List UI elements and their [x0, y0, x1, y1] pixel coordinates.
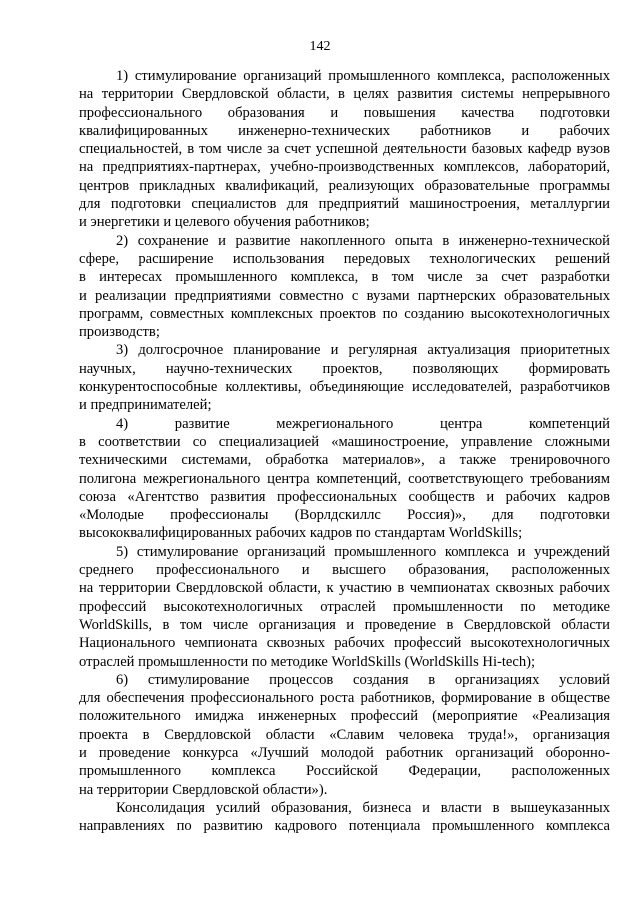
text-line: союза «Агентство развития профессиональных сообществ и рабочих кадров [79, 488, 610, 505]
text-line: Национального чемпионата сквозных рабочих профессий высокотехнологичных [79, 635, 610, 652]
text-line: направлениях по развитию кадрового потенциала промышленного комплекса [79, 818, 610, 835]
text-line: в интересах промышленного комплекса, в том числе за счет разработки [79, 269, 610, 286]
text-line: профессионального образования и повышения качества подготовки [79, 104, 610, 121]
text-line: отраслей промышленности по методике WorldSkills (WorldSkills Hi-tech); [79, 653, 536, 670]
body-text [79, 67, 610, 835]
text-line: производств; [79, 324, 160, 341]
text-line: «Молодые профессионалы (Ворлдскиллс Россия)», для подготовки [79, 507, 610, 524]
text-line: и энергетики и целевого обучения работников; [79, 214, 370, 231]
text-line: центров прикладных квалификаций, реализующих образовательные программы [79, 177, 610, 194]
text-line: на предприятиях-партнерах, учебно-производственных комплексов, лабораторий, [79, 159, 610, 176]
text-line: 2) сохранение и развитие накопленного опыта в инженерно-технической [116, 232, 610, 249]
text-line: для обеспечения профессионального роста работников, формирование в обществе [79, 690, 610, 707]
paragraph [79, 341, 610, 414]
paragraph [79, 671, 610, 799]
text-line: сфере, расширение использования передовых технологических решений [79, 250, 610, 267]
text-line: Консолидация усилий образования, бизнеса и власти в вышеуказанных [116, 799, 610, 816]
text-line: 1) стимулирование организаций промышленного комплекса, расположенных [116, 68, 610, 84]
text-line: на территории Свердловской области»). [79, 781, 328, 798]
text-line: научных, научно-технических проектов, позволяющих формировать [79, 360, 610, 377]
paragraph [79, 67, 610, 232]
text-line: полигона межрегионального центра компетенций, соответствующего требованиям [79, 470, 610, 487]
text-line: конкурентоспособные коллективы, объединяющие исследователей, разработчиков [79, 379, 610, 396]
text-line: 5) стимулирование организаций промышленного комплекса и учреждений [116, 543, 610, 560]
text-line: проекта в Свердловской области «Славим человека труда!», организация [79, 726, 610, 743]
paragraph [79, 543, 610, 671]
text-line: 6) стимулирование процессов создания в организациях условий [116, 671, 610, 688]
text-line: техническими системами, обработка материалов», а также тренировочного [79, 452, 610, 469]
text-line: 3) долгосрочное планирование и регулярная актуализация приоритетных [116, 342, 610, 359]
text-line: профессий высокотехнологичных отраслей промышленности по методике [79, 598, 610, 615]
text-line: квалифицированных инженерно-технических работников и рабочих [79, 122, 610, 139]
page-number: 142 [309, 39, 331, 54]
text-line: WorldSkills, в том числе организация и проведение в Свердловской области [79, 616, 610, 633]
text-line: 4) развитие межрегионального центра компетенций [116, 415, 610, 432]
text-line: и проведение конкурса «Лучший молодой работник организаций оборонно- [79, 744, 610, 761]
text-line: на территории Свердловской области, к участию в чемпионатах сквозных рабочих [79, 580, 610, 597]
paragraph [79, 415, 610, 543]
text-line: в соответствии со специализацией «машиностроение, управление сложными [79, 433, 610, 450]
text-line: среднего профессионального и высшего образования, расположенных [79, 562, 610, 579]
text-line: и предпринимателей; [79, 397, 212, 414]
paragraph [79, 799, 610, 836]
text-line: и реализации предприятиями совместно с вузами партнерских образовательных [79, 287, 610, 304]
text-line: на территории Свердловской области, в целях развития системы непрерывного [79, 86, 610, 103]
text-line: для подготовки специалистов для предприятий машиностроения, металлургии [79, 196, 610, 213]
text-line: программ, совместных комплексных проектов по созданию высокотехнологичных [79, 305, 610, 322]
text-line: высококвалифицированных рабочих кадров по стандартам WorldSkills; [79, 525, 523, 542]
text-line: специальностей, в том числе за счет успешной деятельности базовых кафедр вузов [79, 141, 610, 158]
text-line: положительного имиджа инженерных профессий (мероприятие «Реализация [79, 708, 610, 725]
text-line: промышленного комплекса Российской Федерации, расположенных [79, 763, 610, 780]
paragraph [79, 232, 610, 342]
